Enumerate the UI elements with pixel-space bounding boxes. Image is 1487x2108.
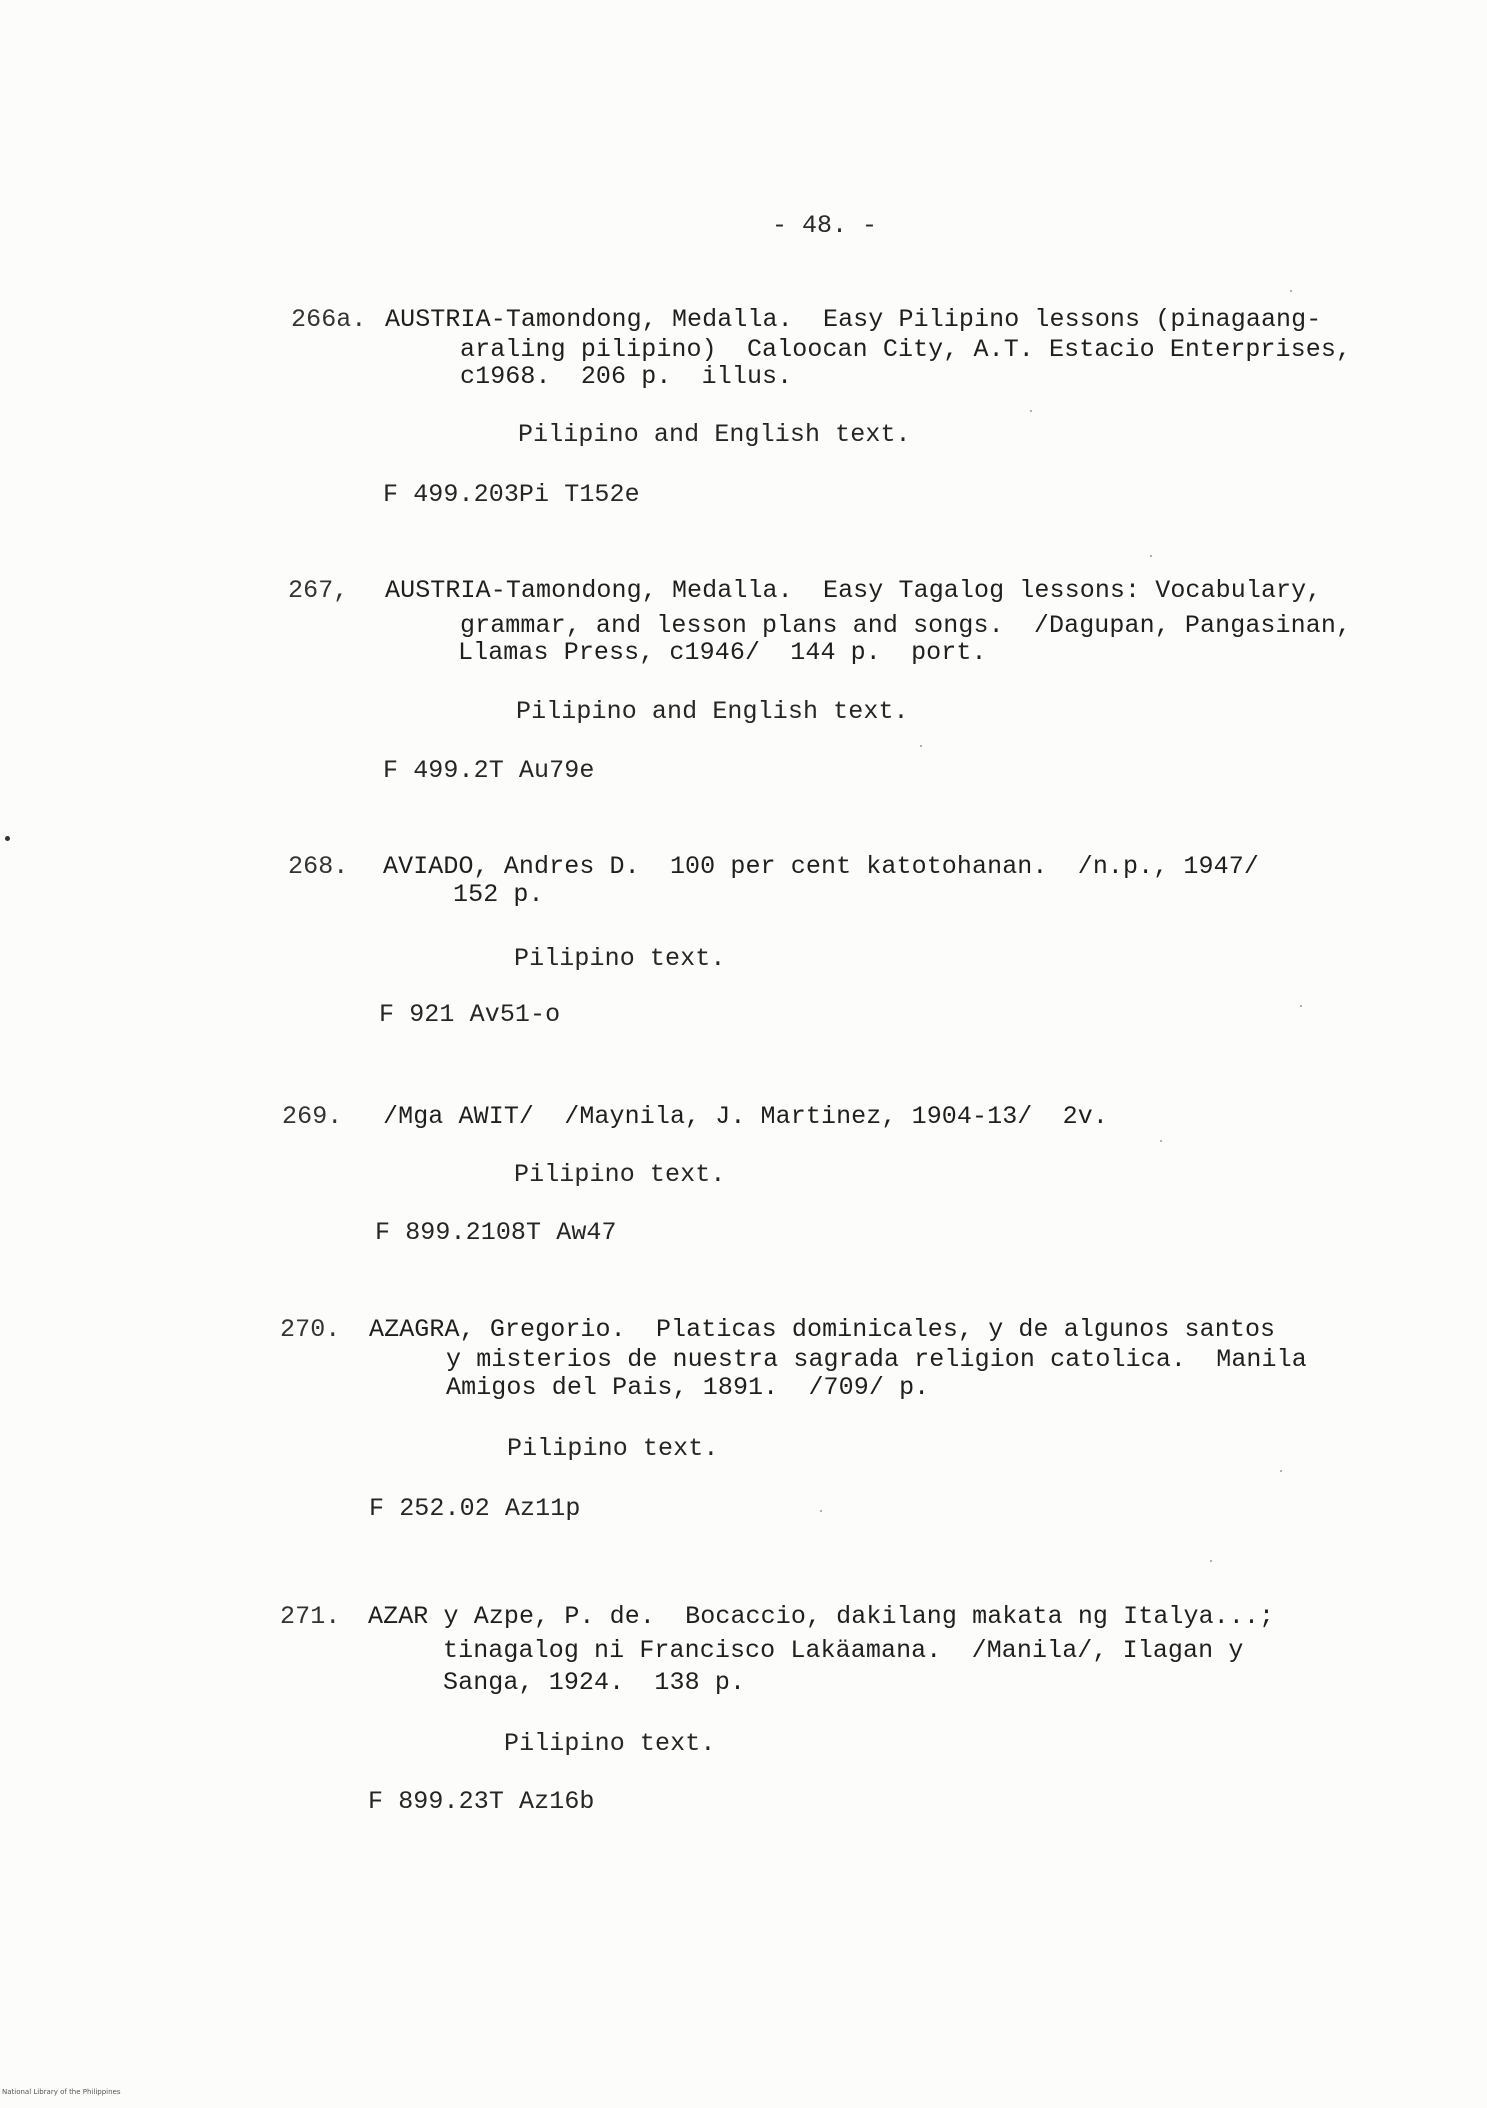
- scan-noise: [1030, 410, 1032, 412]
- entry-line: grammar, and lesson plans and songs. /Dagupan, Pangasinan,: [460, 611, 1352, 640]
- call-number: F 252.02 Az11p: [369, 1494, 581, 1523]
- call-number: F 899.2108T Aw47: [375, 1218, 617, 1247]
- scan-noise: [920, 745, 922, 747]
- scan-noise: [1290, 290, 1292, 292]
- call-number: F 899.23T Az16b: [368, 1787, 595, 1816]
- scan-noise: [1160, 1140, 1162, 1142]
- scan-noise: [1150, 555, 1152, 557]
- entry-line: AVIADO, Andres D. 100 per cent katotohanan. /n.p., 1947/: [383, 852, 1259, 881]
- scan-mark: [5, 836, 10, 841]
- scan-noise: [1210, 1560, 1212, 1562]
- entry-note: Pilipino and English text.: [516, 697, 909, 726]
- entry-number: 268.: [288, 852, 349, 881]
- scan-noise: [820, 1510, 822, 1512]
- entry-line: araling pilipino) Caloocan City, A.T. Estacio Enterprises,: [460, 335, 1352, 364]
- call-number: F 499.2T Au79e: [383, 756, 595, 785]
- entry-note: Pilipino text.: [514, 1160, 726, 1189]
- entry-line: y misterios de nuestra sagrada religion catolica. Manila: [446, 1345, 1307, 1374]
- entry-line: AZAR y Azpe, P. de. Bocaccio, dakilang makata ng Italya...;: [368, 1602, 1275, 1631]
- entry-line: Sanga, 1924. 138 p.: [443, 1668, 746, 1697]
- entry-line: Llamas Press, c1946/ 144 p. port.: [458, 638, 987, 667]
- scan-footer: National Library of the Philippines: [2, 2088, 121, 2096]
- call-number: F 499.203Pi T152e: [383, 480, 640, 509]
- entry-note: Pilipino text.: [514, 944, 726, 973]
- entry-number: 270.: [280, 1315, 341, 1344]
- entry-note: Pilipino text.: [507, 1434, 719, 1463]
- entry-note: Pilipino text.: [504, 1729, 716, 1758]
- scan-noise: [1300, 1005, 1302, 1007]
- entry-line: Amigos del Pais, 1891. /709/ p.: [446, 1373, 930, 1402]
- entry-line: AUSTRIA-Tamondong, Medalla. Easy Tagalog lessons: Vocabulary,: [385, 576, 1322, 605]
- entry-number: 269.: [282, 1102, 343, 1131]
- entry-line: /Mga AWIT/ /Maynila, J. Martinez, 1904-13/ 2v.: [383, 1102, 1108, 1131]
- entry-number: 266a.: [291, 305, 367, 334]
- entry-line: 152 p.: [453, 880, 544, 909]
- call-number: F 921 Av51-o: [379, 1000, 561, 1029]
- entry-number: 267,: [288, 576, 349, 605]
- entry-line: AUSTRIA-Tamondong, Medalla. Easy Pilipino lessons (pinagaang-: [385, 305, 1322, 334]
- scan-noise: [1280, 1470, 1282, 1472]
- entry-line: tinagalog ni Francisco Lakäamana. /Manila/, Ilagan y: [443, 1636, 1244, 1665]
- page-number: - 48. -: [772, 211, 878, 240]
- entry-note: Pilipino and English text.: [518, 420, 911, 449]
- entry-line: AZAGRA, Gregorio. Platicas dominicales, y de algunos santos: [369, 1315, 1276, 1344]
- entry-line: c1968. 206 p. illus.: [460, 362, 793, 391]
- entry-number: 271.: [280, 1602, 341, 1631]
